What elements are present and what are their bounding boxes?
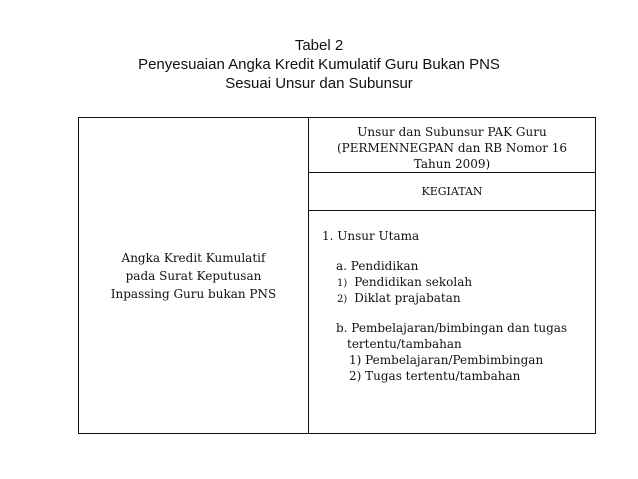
pembelajaran-heading-2: tertentu/tambahan (347, 337, 462, 351)
header-line-2: (PERMENNEGPAN dan RB Nomor 16 (336, 141, 568, 155)
header-line-1: Unsur dan Subunsur PAK Guru (357, 125, 547, 139)
left-cell-line-1: Angka Kredit Kumulatif (121, 250, 266, 265)
left-cell-line-2: pada Surat Keputusan (125, 268, 262, 283)
table-title (0, 36, 638, 93)
pendidikan-item-2-text: Diklat prajabatan (354, 291, 461, 305)
pendidikan-item-1-num: 1) (337, 278, 348, 289)
pembelajaran-item-2: 2) Tugas tertentu/tambahan (349, 369, 521, 383)
left-cell-line-3: Inpassing Guru bukan PNS (110, 286, 277, 301)
unsur-utama: 1. Unsur Utama (322, 229, 420, 243)
title-line-1: Tabel 2 (294, 37, 344, 54)
header-line-3: Tahun 2009) (413, 157, 491, 171)
kredit-table (78, 117, 596, 434)
pembelajaran-item-1: 1) Pembelajaran/Pembimbingan (349, 353, 544, 367)
right-column (309, 118, 595, 433)
pendidikan-item-1-text: Pendidikan sekolah (354, 275, 473, 289)
pendidikan-item-2-num: 2) (337, 294, 348, 305)
left-cell (79, 118, 309, 433)
header-cell (309, 118, 595, 173)
title-line-2: Penyesuaian Angka Kredit Kumulatif Guru Bukan PNS (138, 56, 500, 73)
pendidikan-item-2 (337, 291, 461, 305)
body-cell (309, 211, 595, 433)
pendidikan-heading: a. Pendidikan (336, 259, 419, 273)
kegiatan-cell: KEGIATAN (309, 173, 595, 211)
title-line-3: Sesuai Unsur dan Subunsur (225, 75, 413, 92)
pendidikan-item-1 (337, 275, 472, 289)
pembelajaran-heading-1: b. Pembelajaran/bimbingan dan tugas (336, 321, 568, 335)
